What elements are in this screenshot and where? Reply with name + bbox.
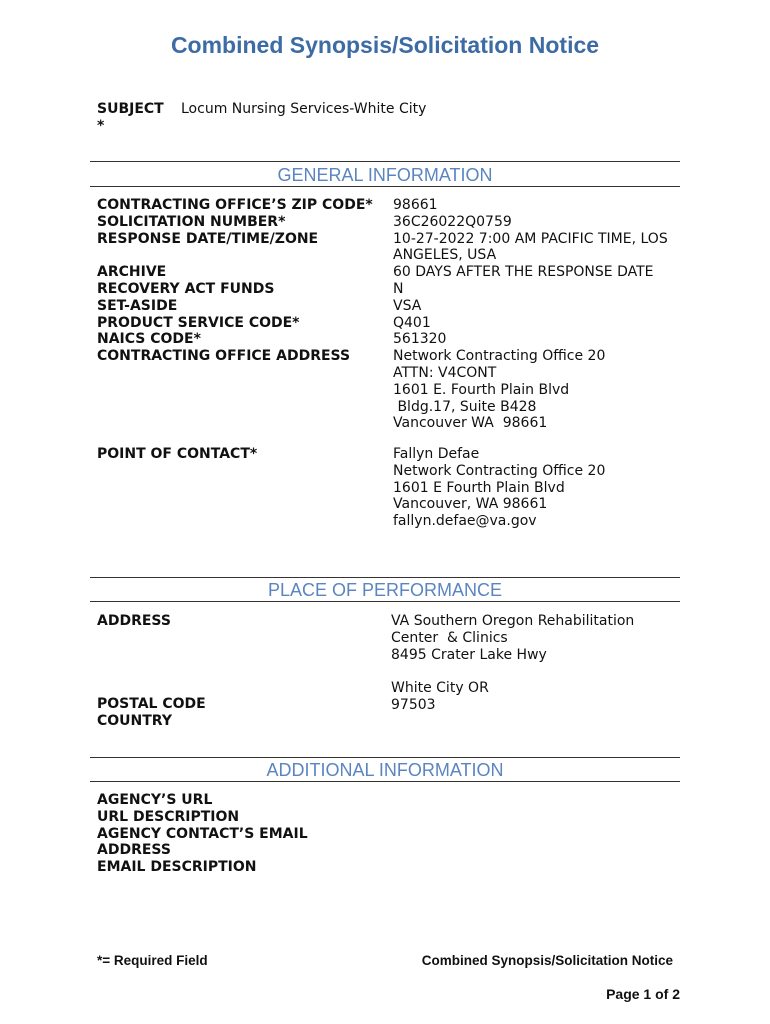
recovery-act-label: RECOVERY ACT FUNDS	[97, 280, 275, 297]
contracting-office-address-label: CONTRACTING OFFICE ADDRESS	[97, 348, 351, 365]
place-city-state: White City OR	[391, 680, 489, 697]
place-address-line: Center & Clinics	[391, 629, 508, 646]
solicitation-number-value: 36C26022Q0759	[393, 213, 512, 230]
additional-information-heading: ADDITIONAL INFORMATION	[266, 760, 504, 780]
product-service-code-label: PRODUCT SERVICE CODE*	[97, 314, 300, 331]
solicitation-number-label: SOLICITATION NUMBER*	[97, 213, 286, 230]
agency-contact-email-label: AGENCY CONTACT’S EMAIL	[97, 825, 308, 842]
general-information-heading: GENERAL INFORMATION	[277, 165, 493, 185]
response-date-value-cont: ANGELES, USA	[393, 247, 497, 264]
zip-value: 98661	[393, 197, 438, 213]
archive-label: ARCHIVE	[97, 264, 167, 281]
office-address-line: 1601 E. Fourth Plain Blvd	[393, 381, 570, 398]
section-divider-bottom	[90, 186, 680, 187]
place-labels	[97, 696, 206, 730]
section-divider-top	[90, 577, 680, 578]
document-title: Combined Synopsis/Solicitation Notice	[170, 32, 600, 58]
footer-document-title: Combined Synopsis/Solicitation Notice	[421, 953, 673, 968]
office-address-line: Bldg.17, Suite B428	[393, 398, 537, 415]
naics-code-value: 561320	[393, 331, 447, 348]
agency-contact-email-label-cont: ADDRESS	[97, 842, 171, 859]
required-field-note: *= Required Field	[97, 953, 208, 968]
recovery-act-value: N	[393, 280, 404, 297]
section-divider-bottom	[90, 781, 680, 782]
set-aside-value: VSA	[393, 297, 422, 314]
response-date-label: RESPONSE DATE/TIME/ZONE	[97, 230, 319, 247]
archive-value: 60 DAYS AFTER THE RESPONSE DATE	[393, 264, 654, 281]
general-values	[393, 197, 668, 432]
agency-url-label: AGENCY’S URL	[97, 792, 213, 808]
product-service-code-value: Q401	[393, 314, 431, 331]
poc-street: 1601 E Fourth Plain Blvd	[393, 479, 565, 496]
country-label: COUNTRY	[97, 712, 172, 729]
subject-label-text: SUBJECT	[97, 101, 164, 117]
subject-label	[97, 101, 164, 135]
url-description-label: URL DESCRIPTION	[97, 808, 240, 825]
section-divider-top	[90, 161, 680, 162]
zip-label: CONTRACTING OFFICE’S ZIP CODE*	[97, 197, 373, 213]
page-number: Page 1 of 2	[606, 986, 680, 1002]
subject-value: Locum Nursing Services-White City	[181, 101, 427, 117]
office-address-line: Network Contracting Office 20	[393, 348, 606, 365]
point-of-contact-values	[393, 446, 605, 530]
spacer	[391, 663, 634, 680]
naics-code-label: NAICS CODE*	[97, 331, 201, 348]
place-address-values	[391, 613, 634, 714]
office-address-line: Vancouver WA 98661	[393, 415, 548, 432]
poc-name: Fallyn Defae	[393, 446, 480, 462]
poc-city: Vancouver, WA 98661	[393, 496, 548, 513]
set-aside-label: SET-ASIDE	[97, 297, 178, 314]
spacer	[97, 247, 373, 264]
subject-required-marker: *	[97, 117, 105, 134]
email-description-label: EMAIL DESCRIPTION	[97, 859, 257, 876]
section-divider-bottom	[90, 601, 680, 602]
response-date-value: 10-27-2022 7:00 AM PACIFIC TIME, LOS	[393, 230, 668, 247]
place-postal-code-value: 97503	[391, 696, 436, 713]
place-address-line: 8495 Crater Lake Hwy	[391, 646, 547, 663]
postal-code-label: POSTAL CODE	[97, 696, 206, 712]
place-of-performance-heading: PLACE OF PERFORMANCE	[267, 580, 503, 600]
section-divider-top	[90, 757, 680, 758]
poc-email: fallyn.defae@va.gov	[393, 513, 537, 530]
poc-office: Network Contracting Office 20	[393, 462, 606, 479]
office-address-line: ATTN: V4CONT	[393, 364, 497, 381]
general-labels	[97, 197, 373, 365]
additional-labels	[97, 792, 308, 876]
place-address-label: ADDRESS	[97, 613, 171, 629]
place-address-line: VA Southern Oregon Rehabilitation	[391, 613, 635, 629]
point-of-contact-label: POINT OF CONTACT*	[97, 446, 258, 462]
